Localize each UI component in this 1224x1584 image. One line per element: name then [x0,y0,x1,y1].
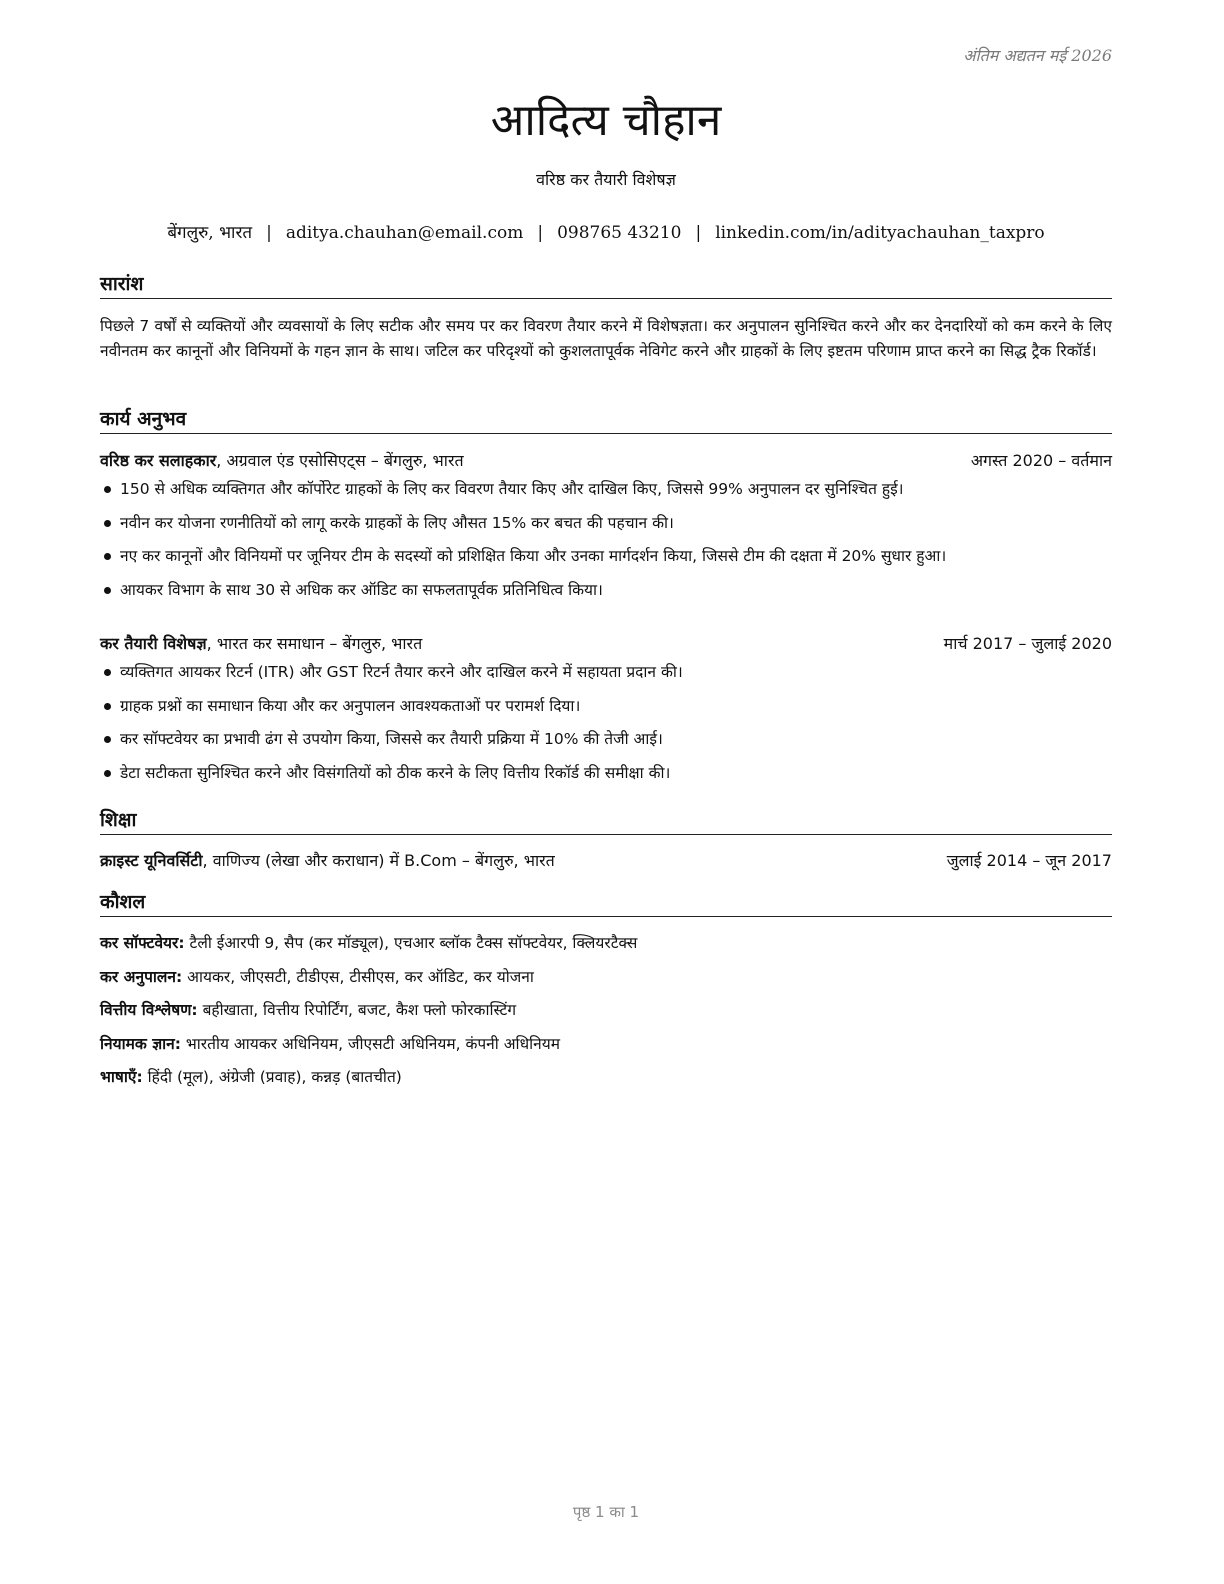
summary-heading: सारांश [100,270,1112,299]
contact-separator: | [537,223,544,243]
job-org: , अग्रवाल एंड एसोसिएट्स – बेंगलुरु, भारत [216,451,464,470]
education-heading: शिक्षा [100,806,1112,835]
education-school: क्राइस्ट यूनिवर्सिटी [100,851,203,870]
skill-label: भाषाएँ: [100,1068,143,1086]
job-dates: अगस्त 2020 – वर्तमान [970,451,1112,470]
skill-label: कर अनुपालन: [100,967,183,986]
skill-row [100,1066,1112,1100]
candidate-title: वरिष्ठ कर तैयारी विशेषज्ञ [536,170,676,189]
skill-row [100,999,1112,1033]
job-dates: मार्च 2017 – जुलाई 2020 [943,634,1112,653]
list-item: कर सॉफ्टवेयर का प्रभावी ढंग से उपयोग किया, जिससे कर तैयारी प्रक्रिया में 10% की तेजी आई। [100,728,1112,762]
skills-list [100,932,1112,1100]
list-item: व्यक्तिगत आयकर रिटर्न (ITR) और GST रिटर्न तैयार करने और दाखिल करने में सहायता प्रदान की। [100,661,1112,695]
job-entry-2 [100,632,1112,654]
job-entry-1 [100,449,1112,471]
skills-heading: कौशल [100,888,1112,917]
job-2-bullets [100,661,1112,795]
skill-label: वित्तीय विश्लेषण: [100,1001,198,1019]
contact-line [100,220,1112,243]
skill-row [100,966,1112,1000]
education-detail: , वाणिज्य (लेखा और कराधान) में B.Com – बेंगलुरु, भारत [202,851,555,870]
skill-label: कर सॉफ्टवेयर: [100,934,185,952]
skill-value: बहीखाता, वित्तीय रिपोर्टिंग, बजट, कैश फ्लो फोरकास्टिंग [197,1001,517,1019]
education-entry [100,849,1112,871]
education-dates: जुलाई 2014 – जून 2017 [946,851,1112,870]
list-item: 150 से अधिक व्यक्तिगत और कॉर्पोरेट ग्राहकों के लिए कर विवरण तैयार किए और दाखिल किए, जिससे 99% अनुपालन दर सुनिश्चित हुई। [100,478,1112,512]
contact-linkedin[interactable]: linkedin.com/in/adityachauhan_taxpro [715,223,1045,243]
skill-value: हिंदी (मूल), अंग्रेजी (प्रवाह), कन्नड़ (बातचीत) [142,1068,402,1086]
job-role: वरिष्ठ कर सलाहकार [100,451,217,470]
candidate-name: आदित्य चौहान [490,95,722,146]
list-item: आयकर विभाग के साथ 30 से अधिक कर ऑडिट का सफलतापूर्वक प्रतिनिधित्व किया। [100,579,1112,613]
skill-value: टैली ईआरपी 9, सैप (कर मॉड्यूल), एचआर ब्लॉक टैक्स सॉफ्टवेयर, क्लियरटैक्स [184,934,638,952]
job-1-bullets [100,478,1112,612]
contact-separator: | [695,223,702,243]
skill-value: आयकर, जीएसटी, टीडीएस, टीसीएस, कर ऑडिट, कर योजना [182,967,534,986]
list-item: डेटा सटीकता सुनिश्चित करने और विसंगतियों को ठीक करने के लिए वित्तीय रिकॉर्ड की समीक्षा की। [100,762,1112,796]
list-item: नवीन कर योजना रणनीतियों को लागू करके ग्राहकों के लिए औसत 15% कर बचत की पहचान की। [100,512,1112,546]
skill-row [100,932,1112,966]
contact-email[interactable]: aditya.chauhan@email.com [285,223,524,243]
page-number: पृष्ठ 1 का 1 [572,1503,640,1521]
contact-phone: 098765 43210 [557,223,682,243]
contact-separator: | [266,223,272,243]
job-org: , भारत कर समाधान – बेंगलुरु, भारत [206,634,423,653]
contact-location: बेंगलुरु, भारत [167,223,253,243]
job-role: कर तैयारी विशेषज्ञ [100,634,207,653]
skill-label: नियामक ज्ञान: [100,1034,181,1053]
last-updated: अंतिम अद्यतन मई 2026 [963,46,1112,65]
skill-value: भारतीय आयकर अधिनियम, जीएसटी अधिनियम, कंपनी अधिनियम [180,1034,560,1053]
summary-text: पिछले 7 वर्षों से व्यक्तियों और व्यवसायों के लिए सटीक और समय पर कर विवरण तैयार करने में विशेषज्ञता। कर अनुपालन सुनिश्चित करने और कर देनदारियों को कम करने के लिए नवीनतम कर कानूनों और विनियमों के गहन ज्ञान के साथ। जटिल कर परिदृश्यों को कुशलतापूर्वक नेविगेट करने और ग्राहकों के लिए इष्टतम परिणाम प्राप्त करने का सिद्ध ट्रैक रिकॉर्ड। [100,317,1112,360]
skill-row [100,1033,1112,1067]
list-item: नए कर कानूनों और विनियमों पर जूनियर टीम के सदस्यों को प्रशिक्षित किया और उनका मार्गदर्शन किया, जिससे टीम की दक्षता में 20% सुधार हुआ। [100,545,1112,579]
experience-heading: कार्य अनुभव [100,405,1112,434]
list-item: ग्राहक प्रश्नों का समाधान किया और कर अनुपालन आवश्यकताओं पर परामर्श दिया। [100,695,1112,729]
